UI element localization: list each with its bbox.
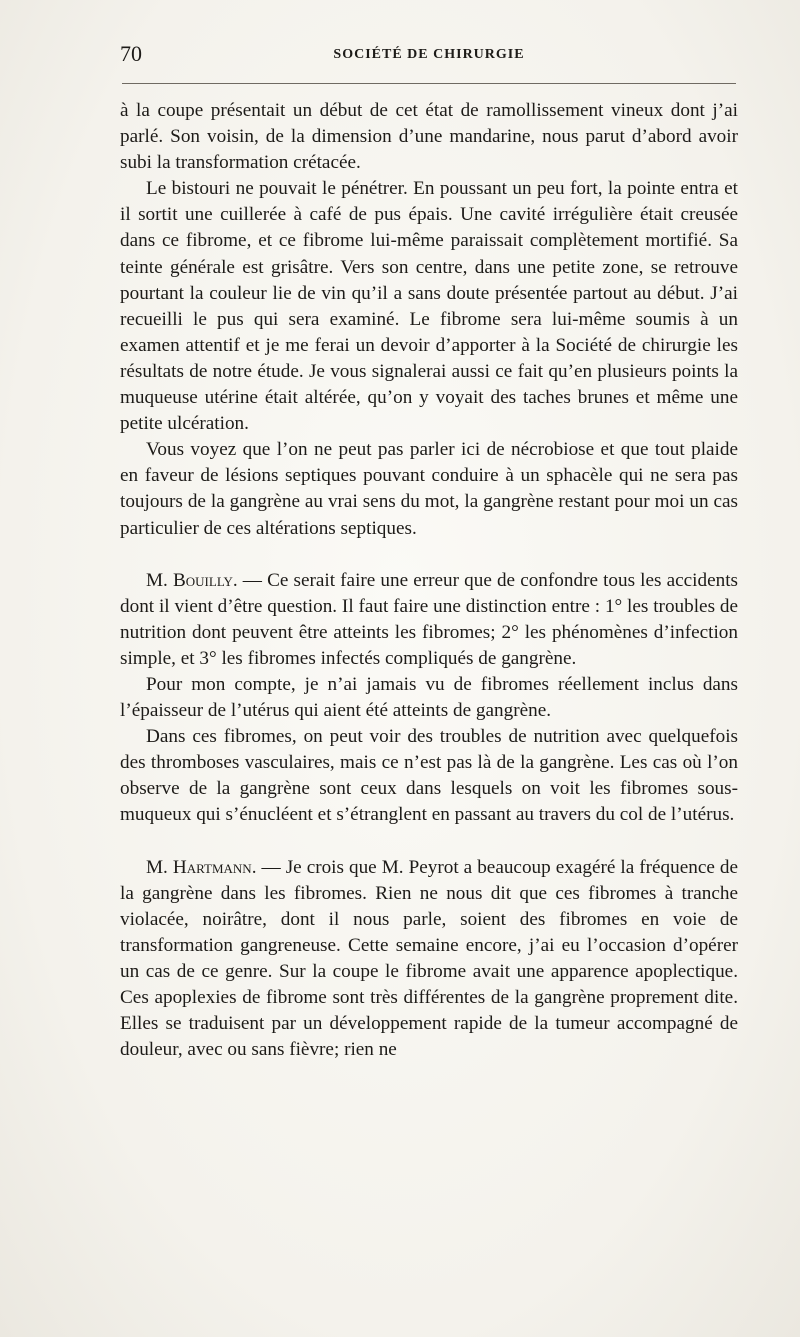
paragraph: Dans ces fibromes, on peut voir des troubles de nutrition avec quelquefois des thromboses vasculaires, mais ce n’est pas là de la gangrène. Les cas où l’on observe de la gangrène sont ceux dans lesquels on voit les fibromes sous-muqueux qui s’énucléent et s’étranglent en passant au travers du col de l’utérus. [120,726,738,826]
speaker-name: Hartmann [172,856,252,878]
paragraph-text: . — Je crois que M. Peyrot a beaucoup exagéré la fréquence de la gangrène dans les fibromes. Rien ne nous dit que ces fibromes à tranche violacée, noirâtre, dont il nous parle, soient des fibromes en voie de transformation gangreneuse. Cette semaine encore, j’ai eu l’occasion d’opérer un cas de ce genre. Sur la coupe le fibrome avait une apparence apoplectique. Ces apoplexies de fibrome sont très différentes de la gangrène proprement dite. Elles se traduisent par un développement rapide de la tumeur accompagné de douleur, avec ou sans fièvre; rien ne [120,856,738,1061]
running-head: SOCIÉTÉ DE CHIRURGIE [333,47,525,62]
paragraph: à la coupe présentait un début de cet état de ramollissement vineux dont j’ai parlé. Son voisin, de la dimension d’une mandarine, nous parut d’abord avoir subi la transformation crétacée. [120,100,738,174]
paragraph: Vous voyez que l’on ne peut pas parler ici de nécrobiose et que tout plaide en faveur de lésions septiques pouvant conduire à un sphacèle qui ne sera pas toujours de la gangrène au vrai sens du mot, la gangrène restant pour moi un cas particulier de ces altérations septiques. [120,439,738,539]
body-text [120,98,738,1063]
speaker-prefix: M. [146,856,173,878]
paragraph-text: . — Ce serait faire une erreur que de confondre tous les accidents dont il vient d’être question. Il faut faire une distinction entre : 1° les troubles de nutrition dont peuvent être atteints les fibromes; 2° les phénomènes d’infection simple, et 3° les fibromes infectés compliqués de gangrène. [120,569,738,669]
page-header [120,40,738,74]
paragraph: Pour mon compte, je n’ai jamais vu de fibromes réellement inclus dans l’épaisseur de l’utérus qui aient été atteints de gangrène. [120,673,738,722]
paragraph: Le bistouri ne pouvait le pénétrer. En poussant un peu fort, la pointe entra et il sortit une cuillerée à café de pus épais. Une cavité irrégulière était creusée dans ce fibrome, et ce fibrome lui-même paraissait complètement mortifié. Sa teinte générale est grisâtre. Vers son centre, dans une petite zone, se retrouve pourtant la couleur lie de vin qu’il a sans doute présentée partout au début. J’ai recueilli le pus qui sera examiné. Le fibrome sera lui-même soumis à un examen attentif et je me ferai un devoir d’apporter à la Société de chirurgie les résultats de notre étude. Je vous signalerai aussi ce fait qu’en plusieurs points la muqueuse utérine était altérée, qu’on y voyait des taches brunes et même une petite ulcération. [120,178,738,435]
speaker-prefix: M. [146,569,173,591]
page-number: 70 [120,41,142,66]
header-rule [122,83,736,84]
paragraph-speaker-hartmann [120,855,738,1064]
speaker-name: Bouilly [172,569,233,591]
paragraph-speaker-bouilly [120,568,738,672]
